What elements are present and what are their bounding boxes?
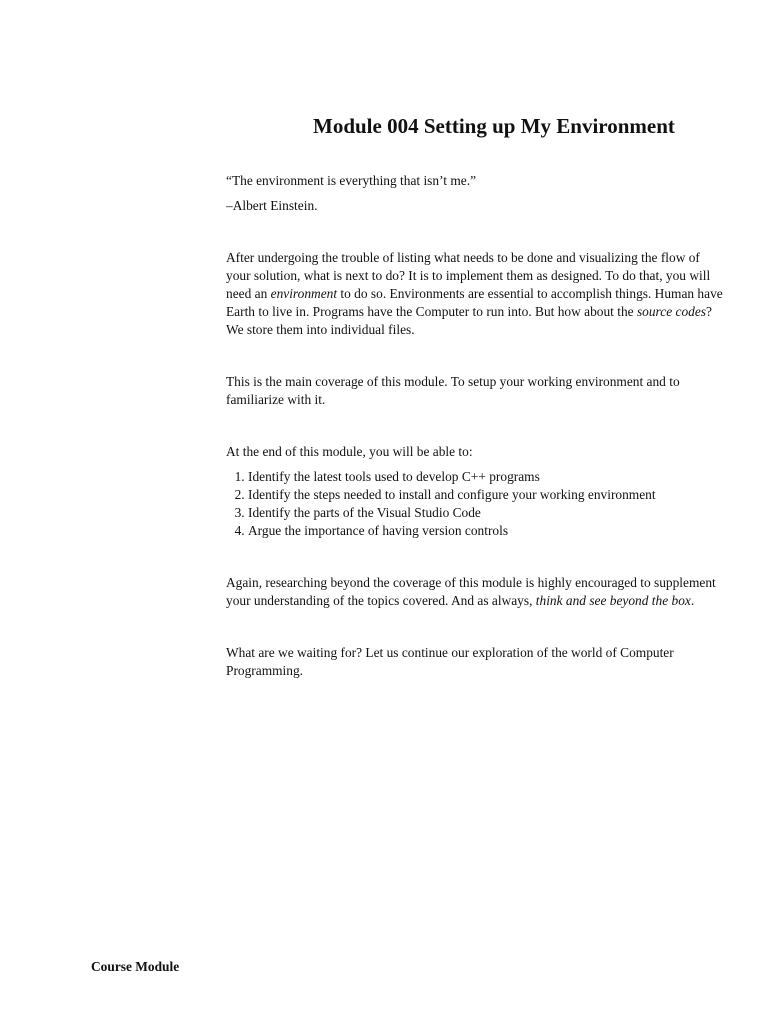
quote-attribution: –Albert Einstein. <box>226 198 318 213</box>
intro-emphasis-environment: environment <box>270 286 338 301</box>
module-content <box>226 172 726 680</box>
intro-text-part2: to do so. Environments are essential to accomplish things. Human have Earth to live in. Programs have the Computer to run into. But how about the <box>226 286 723 319</box>
intro-text-part1: After undergoing the trouble of listing what needs to be done and visualizing the flow of your solution, what is next to do? It is to implement them as designed. To do that, you will need an <box>226 250 711 301</box>
objectives-lead: At the end of this module, you will be able to: <box>226 444 473 459</box>
again-end: . <box>690 593 695 608</box>
objective-item: 2. Identify the steps needed to install and configure your working environment <box>248 486 726 504</box>
objective-item: 1. Identify the latest tools used to develop C++ programs <box>248 468 726 486</box>
intro-paragraph <box>226 249 726 339</box>
quote-text: “The environment is everything that isn’t me.” <box>226 173 477 188</box>
again-paragraph <box>226 574 726 610</box>
intro-text-part3: ? We store them into individual files. <box>226 304 712 337</box>
objectives-list <box>226 468 726 540</box>
objective-item: 3. Identify the parts of the Visual Studio Code <box>248 504 726 522</box>
again-emphasis: think and see beyond the box <box>535 593 691 608</box>
coverage-paragraph: This is the main coverage of this module. To setup your working environment and to familiarize with it. <box>226 374 680 407</box>
again-text: Again, researching beyond the coverage of this module is highly encouraged to supplement your understanding of the topics covered. And as always, <box>226 575 716 608</box>
closing-paragraph: What are we waiting for? Let us continue our exploration of the world of Computer Programming. <box>226 645 674 678</box>
intro-emphasis-source-codes: source codes <box>636 304 706 319</box>
footer-course-module: Course Module <box>91 959 180 974</box>
page-title: Module 004 Setting up My Environment <box>313 114 675 138</box>
objective-item: 4. Argue the importance of having version controls <box>248 522 726 540</box>
